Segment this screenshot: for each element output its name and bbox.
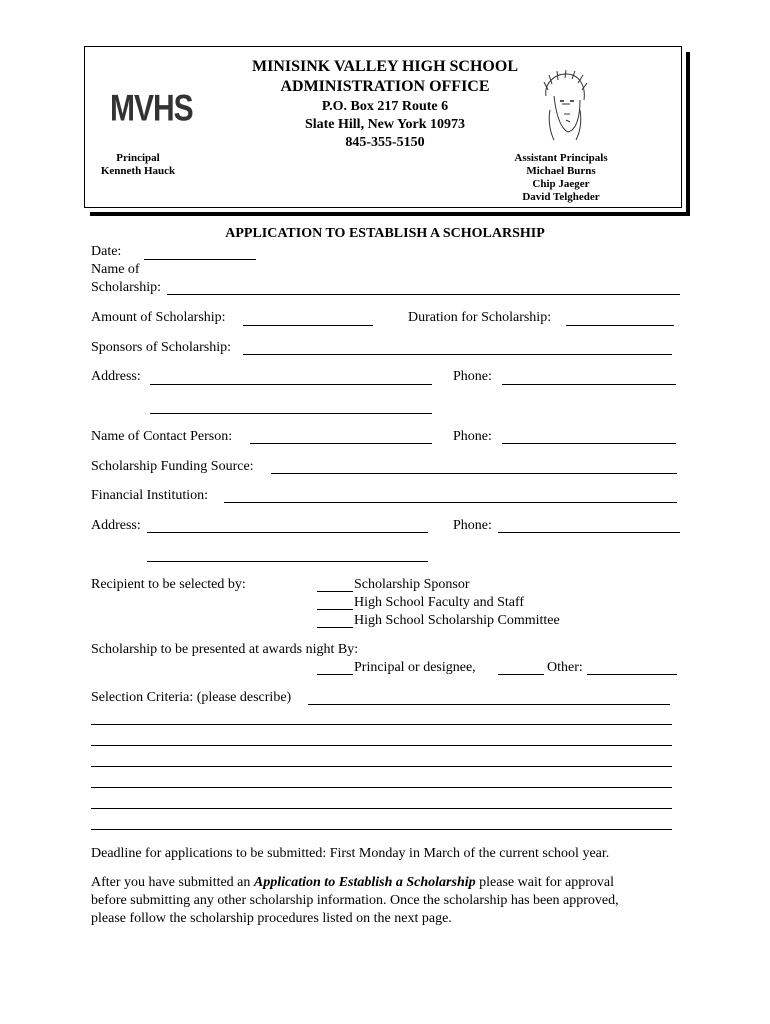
name-label-line-2: Scholarship: [91, 280, 161, 295]
contact-phone-field[interactable] [502, 443, 676, 444]
deadline-text: Deadline for applications to be submitted: First Monday in March of the current school year. [91, 846, 610, 861]
recipient-option-label: High School Faculty and Staff [354, 595, 525, 610]
recipient-option-label: High School Scholarship Committee [354, 613, 560, 628]
contact-phone-label: Phone: [453, 429, 492, 444]
scholarship-name-field[interactable] [167, 294, 680, 295]
amount-label: Amount of Scholarship: [91, 310, 226, 325]
contact-label: Name of Contact Person: [91, 429, 233, 444]
recipient-label: Recipient to be selected by: [91, 577, 246, 592]
criteria-field-line[interactable] [91, 724, 672, 725]
after-text-line-2: before submitting any other scholarship information. Once the scholarship has been approved, [91, 893, 619, 908]
date-field[interactable] [144, 259, 256, 260]
funding-label: Scholarship Funding Source: [91, 459, 254, 474]
assistant-principal-name: Michael Burns [526, 165, 596, 177]
sponsors-field[interactable] [243, 354, 672, 355]
institution-address-field[interactable] [147, 532, 428, 533]
sponsors-label: Sponsors of Scholarship: [91, 340, 231, 355]
criteria-field-line[interactable] [91, 787, 672, 788]
phone-number: 845-355-5150 [345, 135, 425, 150]
criteria-field[interactable] [308, 704, 670, 705]
institution-phone-field[interactable] [498, 532, 680, 533]
after-text-suffix: please wait for approval [475, 875, 615, 890]
institution-address-field-line-2[interactable] [147, 561, 428, 562]
criteria-field-line[interactable] [91, 808, 672, 809]
presented-label: Scholarship to be presented at awards night By: [91, 642, 359, 657]
name-label-line-1: Name of [91, 262, 140, 277]
form-title: APPLICATION TO ESTABLISH A SCHOLARSHIP [225, 226, 545, 241]
criteria-field-line[interactable] [91, 829, 672, 830]
presented-principal-label: Principal or designee, [354, 660, 476, 675]
after-text-prefix: After you have submitted an [91, 875, 254, 890]
principal-title: Principal [116, 152, 160, 164]
mascot-icon [540, 70, 588, 142]
address-field-line-2[interactable] [150, 413, 432, 414]
address-label: Address: [91, 369, 141, 384]
school-logo: MVHS [110, 88, 193, 130]
after-text-line-3: please follow the scholarship procedures listed on the next page. [91, 911, 452, 926]
presented-other-label: Other: [547, 660, 583, 675]
school-name: MINISINK VALLEY HIGH SCHOOL [252, 58, 518, 75]
criteria-field-line[interactable] [91, 745, 672, 746]
amount-field[interactable] [243, 325, 373, 326]
duration-field[interactable] [566, 325, 674, 326]
recipient-option-checkbox[interactable] [317, 609, 353, 610]
phone-label: Phone: [453, 369, 492, 384]
duration-label: Duration for Scholarship: [408, 310, 552, 325]
presented-principal-checkbox[interactable] [317, 674, 353, 675]
institution-label: Financial Institution: [91, 488, 209, 503]
institution-phone-label: Phone: [453, 518, 492, 533]
contact-field[interactable] [250, 443, 432, 444]
recipient-option-label: Scholarship Sponsor [354, 577, 470, 592]
after-text-emphasis: Application to Establish a Scholarship [253, 875, 476, 890]
after-text-line-1 [91, 875, 614, 891]
institution-address-label: Address: [91, 518, 141, 533]
date-label: Date: [91, 244, 122, 259]
presented-other-checkbox[interactable] [498, 674, 544, 675]
address-field[interactable] [150, 384, 432, 385]
address-line-1: P.O. Box 217 Route 6 [321, 99, 449, 114]
assistant-principal-name: Chip Jaeger [532, 178, 590, 190]
criteria-field-line[interactable] [91, 766, 672, 767]
institution-field[interactable] [224, 502, 677, 503]
address-line-2: Slate Hill, New York 10973 [304, 117, 466, 132]
criteria-label: Selection Criteria: (please describe) [91, 690, 292, 705]
principal-name: Kenneth Hauck [100, 165, 176, 177]
assistant-principal-name: David Telgheder [522, 191, 600, 203]
funding-field[interactable] [271, 473, 677, 474]
office-name: ADMINISTRATION OFFICE [280, 78, 490, 95]
presented-other-field[interactable] [587, 674, 677, 675]
recipient-option-checkbox[interactable] [317, 591, 353, 592]
recipient-option-checkbox[interactable] [317, 627, 353, 628]
phone-field[interactable] [502, 384, 676, 385]
assistant-principals-title: Assistant Principals [514, 152, 608, 164]
